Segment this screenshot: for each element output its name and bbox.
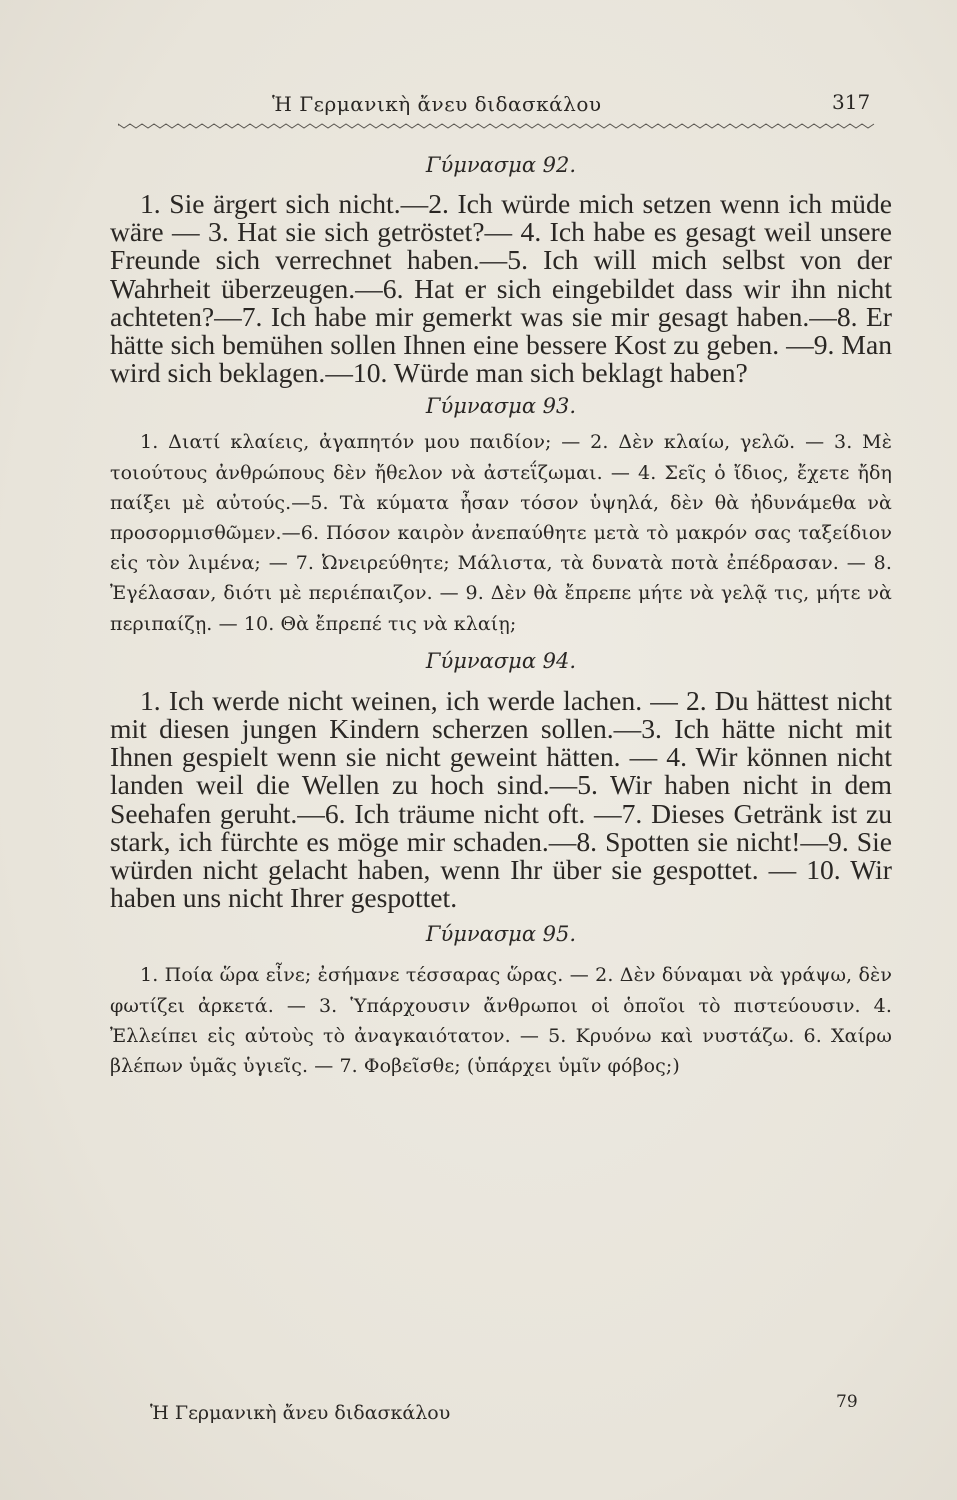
exercise-text-92: 1. Sie ärgert sich nicht.—2. Ich würde mich setzen wenn ich müde wäre — 3. Hat sie sich getröstet?— 4. Ich habe es gesagt weil unsere Freunde sich verrechnet haben.—5. Ich will mich selbst von der Wahrheit überzeugen.—6. Hat er sich eingebildet dass wir ihn nicht achteten?—7. Ich habe mir gemerkt was sie mir gesagt haben.—8. Er hätte sich bemühen sollen Ihnen eine bessere Kost zu geben. —9. Man wird sich beklagen.—10. Würde man sich beklagt haben?	[110, 188, 892, 389]
exercise-text-94: 1. Ich werde nicht weinen, ich werde lachen. — 2. Du hättest nicht mit diesen jungen Kindern scherzen sollen.—3. Ich hätte nicht mit Ihnen gespielt wenn sie nicht geweint hätten. — 4. Wir können nicht landen weil die Wellen zu hoch sind.—5. Wir haben nicht in dem Seehafen geruht.—6. Ich träume nicht oft. —7. Dieses Getränk ist zu stark, ich fürchte es möge mir schaden.—8. Spotten sie nicht!—9. Sie würden nicht gelacht haben, wenn Ihr über sie gespottet. — 10. Wir haben uns nicht Ihrer gespottet.	[110, 684, 892, 914]
exercise-title-92: Γύμνασμα 92.	[425, 153, 577, 177]
footer-signature-title: Ἡ Γερμανικὴ ἄνευ διδασκάλου	[150, 1402, 451, 1424]
exercise-text-93: 1. Διατί κλαίεις, ἀγαπητόν μου παιδίον; — 2. Δὲν κλαίω, γελῶ. — 3. Μὲ τοιούτους ἀνθρώπους δὲν ἤθελον νὰ ἀστεΐζωμαι. — 4. Σεῖς ὁ ἴδιος, ἔχετε ἤδη παίξει μὲ αὐτούς.—5. Τὰ κύματα ἦσαν τόσον ὑψηλά, δὲν θὰ ἠδυνάμεθα νὰ προσορμισθῶμεν.—6. Πόσον καιρὸν ἀνεπαύθητε μετὰ τὸ μακρόν σας ταξείδιον εἰς τὸν λιμένα; — 7. Ὠνειρεύθητε; Μάλιστα, τὰ δυνατὰ ποτὰ ἐπέδρασαν. — 8. Ἐγέλασαν, διότι μὲ περιέπαιζον. — 9. Δὲν θὰ ἔπρεπε μήτε νὰ γελᾷ τις, μήτε νὰ περιπαίζῃ. — 10. Θὰ ἔπρεπέ τις νὰ κλαίῃ;	[110, 431, 892, 635]
wavy-divider-rule	[118, 120, 878, 132]
page-number: 317	[832, 90, 871, 114]
page-body	[110, 150, 892, 1081]
exercise-title-93: Γύμνασμα 93.	[425, 394, 577, 419]
footer-signature-number: 79	[836, 1392, 858, 1412]
exercise-text-95: 1. Ποία ὥρα εἶνε; ἐσήμανε τέσσαρας ὥρας. — 2. Δὲν δύναμαι νὰ γράψω, δὲν φωτίζει ἀρκετά. — 3. Ὑπάρχουσιν ἄνθρωποι οἱ ὁποῖοι τὸ πιστεύουσιν. 4. Ἐλλείπει εἰς αὐτοὺς τὸ ἀναγκαιότατον. — 5. Κρυόνω καὶ νυστάζω. 6. Χαίρω βλέπων ὑμᾶς ὑγιεῖς. — 7. Φοβεῖσθε; (ὑπάρχει ὑμῖν φόβος;)	[110, 964, 892, 1078]
exercise-title-94: Γύμνασμα 94.	[425, 648, 577, 673]
running-head-title: Ἡ Γερμανικὴ ἄνευ διδασκάλου	[272, 92, 602, 116]
exercise-title-95: Γύμνασμα 95.	[425, 922, 577, 947]
